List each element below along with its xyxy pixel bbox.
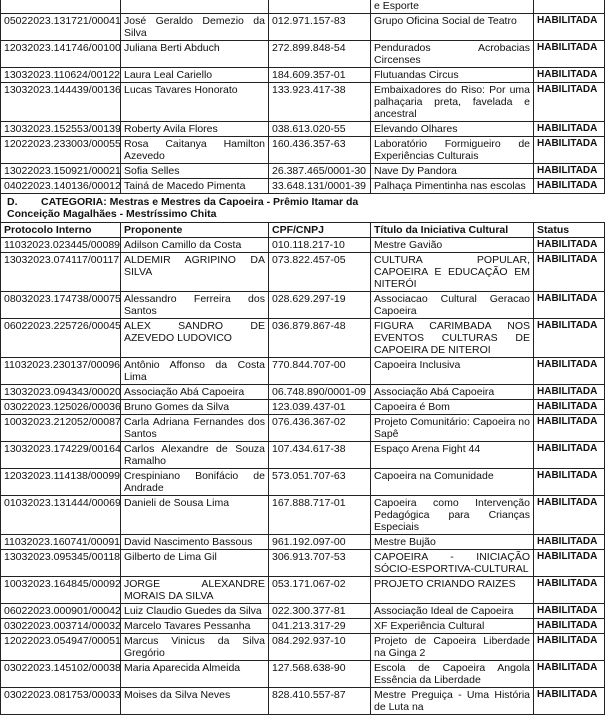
initiative-title-cell: Associacao Cultural Geracao Capoeira: [371, 292, 534, 319]
initiative-title-cell: Espaço Arena Fight 44: [371, 442, 534, 469]
proponent-cell: Adilson Camillo da Costa: [121, 238, 269, 253]
proponent-cell: ALDEMIR AGRIPINO DA SILVA: [121, 253, 269, 292]
table-row: [1, 688, 605, 715]
table-row: [1, 634, 605, 661]
protocol-cell: 11032023.023445/00089: [1, 238, 121, 253]
cpf-cnpj-cell: 573.051.707-63: [269, 469, 371, 496]
status-cell: HABILITADA: [534, 415, 605, 442]
protocol-cell: 04022023.140136/00012: [1, 179, 121, 194]
section-d-letter: D.: [7, 196, 18, 208]
protocol-cell: [1, 0, 121, 14]
status-cell: HABILITADA: [534, 496, 605, 535]
table-row: [1, 469, 605, 496]
cpf-cnpj-cell: [269, 0, 371, 14]
protocol-cell: 12032023.114138/00099: [1, 469, 121, 496]
proponent-cell: Marcus Vinicus da Silva Gregório: [121, 634, 269, 661]
status-cell: HABILITADA: [534, 442, 605, 469]
protocol-cell: 10032023.164845/00092: [1, 577, 121, 604]
status-cell: HABILITADA: [534, 400, 605, 415]
protocol-cell: 12032023.141746/00100: [1, 41, 121, 68]
proponent-cell: Carlos Alexandre de Souza Ramalho: [121, 442, 269, 469]
protocol-cell: 03022023.003714/00032: [1, 619, 121, 634]
protocol-cell: 13032023.152553/00139: [1, 122, 121, 137]
protocol-cell: 01032023.131444/00069: [1, 496, 121, 535]
initiative-title-cell: XF Experiência Cultural: [371, 619, 534, 634]
initiative-title-cell: Mestre Bujão: [371, 535, 534, 550]
initiative-title-cell: Capoeira é Bom: [371, 400, 534, 415]
protocol-cell: 10032023.212052/00087: [1, 415, 121, 442]
proponent-cell: José Geraldo Demezio da Silva: [121, 14, 269, 41]
table-row: [1, 550, 605, 577]
initiative-title-cell: Embaixadores do Riso: Por uma palhaçaria preta, favelada e ancestral: [371, 83, 534, 122]
proponent-cell: JORGE ALEXANDRE MORAIS DA SILVA: [121, 577, 269, 604]
cpf-cnpj-cell: 123.039.437-01: [269, 400, 371, 415]
protocol-cell: 11032023.160741/00091: [1, 535, 121, 550]
section-d-title-line2: Conceição Magalhães - Mestríssimo Chita: [7, 208, 217, 220]
cpf-cnpj-cell: 33.648.131/0001-39: [269, 179, 371, 194]
proponent-cell: Marcelo Tavares Pessanha: [121, 619, 269, 634]
initiative-title-cell: Associação Abá Capoeira: [371, 385, 534, 400]
initiative-title-cell: Laboratório Formigueiro de Experiências Culturais: [371, 137, 534, 164]
cpf-cnpj-cell: 06.748.890/0001-09: [269, 385, 371, 400]
proponent-cell: David Nascimento Bassous: [121, 535, 269, 550]
table-row: [1, 319, 605, 358]
proponent-cell: ALEX SANDRO DE AZEVEDO LUDOVICO: [121, 319, 269, 358]
status-cell: HABILITADA: [534, 41, 605, 68]
proponent-cell: Rosa Caitanya Hamilton Azevedo: [121, 137, 269, 164]
table-row: [1, 253, 605, 292]
protocol-cell: 13032023.110624/00122: [1, 68, 121, 83]
protocol-cell: 03022023.125026/00036: [1, 400, 121, 415]
initiative-title-cell: Palhaça Pimentinha nas escolas: [371, 179, 534, 194]
proponent-cell: Maria Aparecida Almeida: [121, 661, 269, 688]
protocol-cell: 13032023.144439/00136: [1, 83, 121, 122]
proponent-cell: Juliana Berti Abduch: [121, 41, 269, 68]
initiative-title-cell: Capoeira na Comunidade: [371, 469, 534, 496]
table-row: [1, 122, 605, 137]
cpf-cnpj-cell: 028.629.297-19: [269, 292, 371, 319]
proponent-cell: Laura Leal Cariello: [121, 68, 269, 83]
initiative-title-cell: Associação Ideal de Capoeira: [371, 604, 534, 619]
header-doc: CPF/CNPJ: [269, 223, 371, 238]
proponent-cell: Associação Abá Capoeira: [121, 385, 269, 400]
table-row: [1, 292, 605, 319]
cpf-cnpj-cell: 053.171.067-02: [269, 577, 371, 604]
proponent-cell: Gilberto de Lima Gil: [121, 550, 269, 577]
table-row: [1, 619, 605, 634]
cpf-cnpj-cell: 076.436.367-02: [269, 415, 371, 442]
table-row: [1, 535, 605, 550]
header-protocol: Protocolo Interno: [1, 223, 121, 238]
table-row: [1, 604, 605, 619]
table-row: [1, 415, 605, 442]
section-d-rows: [1, 238, 605, 715]
cpf-cnpj-cell: 167.888.717-01: [269, 496, 371, 535]
initiative-title-cell: Pendurados Acrobacias Circenses: [371, 41, 534, 68]
table-row: [1, 442, 605, 469]
status-cell: HABILITADA: [534, 358, 605, 385]
proponent-cell: Danieli de Sousa Lima: [121, 496, 269, 535]
protocol-cell: 12022023.233003/00055: [1, 137, 121, 164]
status-cell: HABILITADA: [534, 319, 605, 358]
cpf-cnpj-cell: 306.913.707-53: [269, 550, 371, 577]
status-cell: HABILITADA: [534, 469, 605, 496]
header-row: [1, 223, 605, 238]
protocol-cell: 13032023.094343/00020: [1, 385, 121, 400]
status-cell: HABILITADA: [534, 604, 605, 619]
protocol-cell: 13032023.074117/00117: [1, 253, 121, 292]
initiative-title-cell: Capoeira como Intervenção Pedagógica para Crianças Especiais: [371, 496, 534, 535]
status-cell: HABILITADA: [534, 577, 605, 604]
cpf-cnpj-cell: 107.434.617-38: [269, 442, 371, 469]
initiative-title-cell: CULTURA POPULAR, CAPOEIRA E EDUCAÇÃO EM NITERÓI: [371, 253, 534, 292]
status-cell: HABILITADA: [534, 292, 605, 319]
initiative-title-cell: Escola de Capoeira Angola Essência da Liberdade: [371, 661, 534, 688]
status-cell: HABILITADA: [534, 619, 605, 634]
table-row: [1, 661, 605, 688]
section-d-heading-row: [1, 194, 605, 223]
table-row: [1, 68, 605, 83]
status-cell: HABILITADA: [534, 83, 605, 122]
status-cell: HABILITADA: [534, 535, 605, 550]
cpf-cnpj-cell: 038.613.020-55: [269, 122, 371, 137]
initiative-title-cell: Mestre Gavião: [371, 238, 534, 253]
cpf-cnpj-cell: 828.410.557-87: [269, 688, 371, 715]
status-cell: HABILITADA: [534, 179, 605, 194]
initiative-title-cell: PROJETO CRIANDO RAIZES: [371, 577, 534, 604]
status-cell: HABILITADA: [534, 14, 605, 41]
proponent-cell: Roberty Avila Flores: [121, 122, 269, 137]
status-cell: HABILITADA: [534, 238, 605, 253]
table-row: [1, 238, 605, 253]
protocol-cell: 03022023.081753/00033: [1, 688, 121, 715]
cpf-cnpj-cell: 022.300.377-81: [269, 604, 371, 619]
table-row: [1, 41, 605, 68]
cpf-cnpj-cell: 012.971.157-83: [269, 14, 371, 41]
cpf-cnpj-cell: 961.192.097-00: [269, 535, 371, 550]
initiative-title-cell: e Esporte: [371, 0, 534, 14]
proponent-cell: Luiz Claudio Guedes da Silva: [121, 604, 269, 619]
cpf-cnpj-cell: 041.213.317-29: [269, 619, 371, 634]
cpf-cnpj-cell: 036.879.867-48: [269, 319, 371, 358]
initiative-title-cell: Capoeira Inclusiva: [371, 358, 534, 385]
status-cell: HABILITADA: [534, 253, 605, 292]
status-cell: HABILITADA: [534, 137, 605, 164]
protocol-cell: 12022023.054947/00051: [1, 634, 121, 661]
status-cell: HABILITADA: [534, 385, 605, 400]
table-row: [1, 577, 605, 604]
status-cell: HABILITADA: [534, 634, 605, 661]
section-c-rows: [1, 0, 605, 194]
table-row: [1, 164, 605, 179]
table-row: [1, 14, 605, 41]
section-d-heading-blank: [371, 194, 605, 223]
protocol-cell: 13022023.150921/00021: [1, 164, 121, 179]
table-row: [1, 0, 605, 14]
proponent-cell: Lucas Tavares Honorato: [121, 83, 269, 122]
table-row: [1, 179, 605, 194]
status-cell: HABILITADA: [534, 68, 605, 83]
cpf-cnpj-cell: 272.899.848-54: [269, 41, 371, 68]
status-cell: HABILITADA: [534, 164, 605, 179]
header-name: Proponente: [121, 223, 269, 238]
initiative-title-cell: Projeto Comunitário: Capoeira no Sapê: [371, 415, 534, 442]
protocol-cell: 06022023.225726/00045: [1, 319, 121, 358]
cpf-cnpj-cell: 127.568.638-90: [269, 661, 371, 688]
initiative-title-cell: Projeto de Capoeira Liberdade na Ginga 2: [371, 634, 534, 661]
initiative-title-cell: Grupo Oficina Social de Teatro: [371, 14, 534, 41]
initiative-title-cell: Mestre Preguiça - Uma História de Luta na: [371, 688, 534, 715]
initiative-title-cell: Elevando Olhares: [371, 122, 534, 137]
proponent-cell: Sofia Selles: [121, 164, 269, 179]
header-status: Status: [534, 223, 605, 238]
cpf-cnpj-cell: 160.436.357-63: [269, 137, 371, 164]
cpf-cnpj-cell: 010.118.217-10: [269, 238, 371, 253]
table-row: [1, 358, 605, 385]
initiative-title-cell: Nave Dy Pandora: [371, 164, 534, 179]
cpf-cnpj-cell: 184.609.357-01: [269, 68, 371, 83]
status-cell: HABILITADA: [534, 661, 605, 688]
proponent-cell: Carla Adriana Fernandes dos Santos: [121, 415, 269, 442]
protocol-cell: 13032023.095345/00118: [1, 550, 121, 577]
proponent-cell: Moises da Silva Neves: [121, 688, 269, 715]
table-row: [1, 385, 605, 400]
proponent-cell: Tainá de Macedo Pimenta: [121, 179, 269, 194]
initiative-title-cell: CAPOEIRA - INICIAÇÃO SÓCIO-ESPORTIVA-CULTURAL: [371, 550, 534, 577]
protocol-cell: 06022023.000901/00042: [1, 604, 121, 619]
section-d-title-line1: CATEGORIA: Mestras e Mestres da Capoeira - Prêmio Itamar da: [41, 196, 359, 208]
table-row: [1, 137, 605, 164]
initiative-title-cell: Flutuandas Circus: [371, 68, 534, 83]
section-d-heading: [1, 194, 371, 223]
proponent-cell: [121, 0, 269, 14]
initiative-title-cell: FIGURA CARIMBADA NOS EVENTOS CULTURAS DE CAPOEIRA DE NITEROI: [371, 319, 534, 358]
protocol-cell: 03022023.145102/00038: [1, 661, 121, 688]
proponent-cell: Alessandro Ferreira dos Santos: [121, 292, 269, 319]
status-cell: HABILITADA: [534, 550, 605, 577]
table-row: [1, 496, 605, 535]
status-cell: [534, 0, 605, 14]
table-row: [1, 83, 605, 122]
protocol-cell: 13032023.174229/00164: [1, 442, 121, 469]
status-cell: HABILITADA: [534, 688, 605, 715]
proponent-cell: Antônio Affonso da Costa Lima: [121, 358, 269, 385]
proponent-cell: Crespiniano Bonifácio de Andrade: [121, 469, 269, 496]
cpf-cnpj-cell: 084.292.937-10: [269, 634, 371, 661]
cpf-cnpj-cell: 133.923.417-38: [269, 83, 371, 122]
proponent-cell: Bruno Gomes da Silva: [121, 400, 269, 415]
protocol-cell: 11032023.230137/00096: [1, 358, 121, 385]
cpf-cnpj-cell: 26.387.465/0001-30: [269, 164, 371, 179]
protocol-cell: 05022023.131721/00041: [1, 14, 121, 41]
table-row: [1, 400, 605, 415]
status-cell: HABILITADA: [534, 122, 605, 137]
header-title: Título da Iniciativa Cultural: [371, 223, 534, 238]
protocol-cell: 08032023.174738/00075: [1, 292, 121, 319]
cpf-cnpj-cell: 770.844.707-00: [269, 358, 371, 385]
cpf-cnpj-cell: 073.822.457-05: [269, 253, 371, 292]
